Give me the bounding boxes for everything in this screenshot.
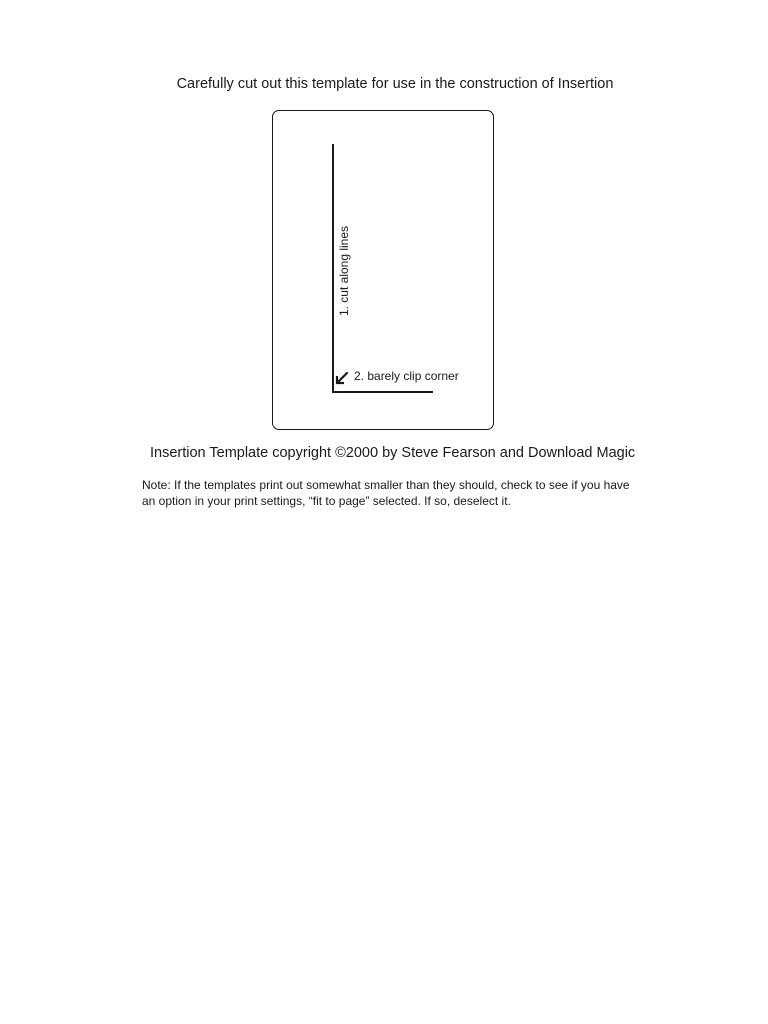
cut-line-vertical: [332, 144, 334, 393]
cut-along-lines-label: 1. cut along lines: [337, 225, 351, 317]
insertion-template-card: [272, 110, 494, 430]
print-note: [142, 477, 662, 509]
arrow-down-left-icon: [335, 371, 349, 385]
cut-line-horizontal: [332, 391, 433, 393]
print-note-line-1: Note: If the templates print out somewhat smaller than they should, check to see if you have: [142, 478, 630, 492]
clip-corner-label: 2. barely clip corner: [354, 369, 459, 383]
page-title: Carefully cut out this template for use in the construction of Insertion: [176, 76, 614, 92]
copyright-text: Insertion Template copyright ©2000 by Steve Fearson and Download Magic: [150, 445, 636, 461]
print-note-line-2: an option in your print settings, “fit to page” selected. If so, deselect it.: [142, 494, 511, 508]
